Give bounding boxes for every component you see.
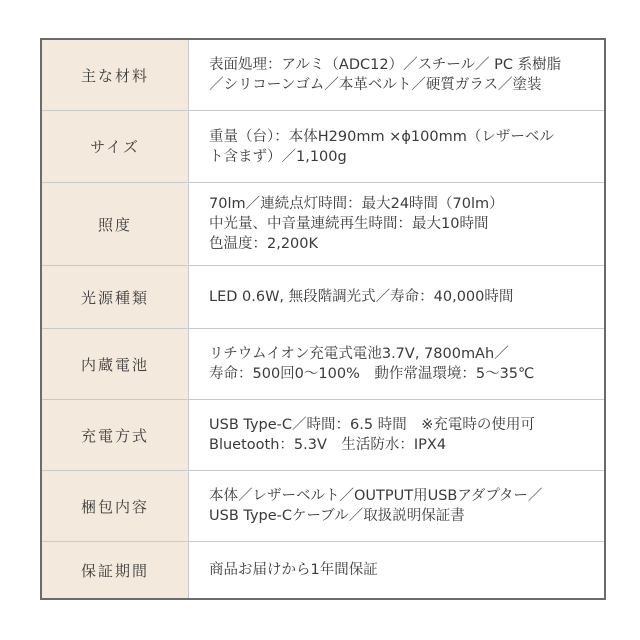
row-illuminance	[42, 183, 604, 266]
row-value	[189, 40, 604, 110]
row-value	[189, 542, 604, 598]
row-value	[189, 266, 604, 328]
row-value	[189, 471, 604, 541]
row-warranty	[42, 542, 604, 598]
row-value	[189, 111, 604, 182]
row-value	[189, 329, 604, 399]
value-line: 中光量、中音量連続再生時間：最大10時間	[209, 216, 489, 232]
row-light-source	[42, 266, 604, 329]
row-label: サイズ	[42, 111, 189, 182]
value-line: ／シリコーンゴム／本革ベルト／硬質ガラス／塗装	[209, 77, 542, 93]
value-line: LED 0.6W, 無段階調光式／寿命：40,000時間	[209, 289, 514, 305]
value-line: 表面処理：アルミ（ADC12）／スチール／ PC 系樹脂	[209, 57, 562, 73]
spec-table	[40, 38, 606, 600]
row-value	[189, 183, 604, 265]
row-label: 照度	[42, 183, 189, 265]
row-size	[42, 111, 604, 183]
value-line: リチウムイオン充電式電池3.7V, 7800mAh／	[209, 346, 509, 362]
value-line: USB Type-Cケーブル／取扱説明保証書	[209, 508, 465, 524]
value-line: 本体／レザーベルト／OUTPUT用USBアダプター／	[209, 488, 543, 504]
row-label: 保証期間	[42, 542, 189, 598]
row-materials	[42, 40, 604, 111]
value-line: ト含まず）／1,100g	[209, 148, 347, 165]
value-line: 商品お届けから1年間保証	[209, 562, 378, 578]
row-value	[189, 400, 604, 470]
value-line: 重量（台）：本体H290mm ×ϕ100mm（レザーベル	[209, 128, 554, 145]
value-line: 70lm／連続点灯時間：最大24時間（70lm）	[209, 196, 504, 212]
row-battery	[42, 329, 604, 400]
row-label: 主な材料	[42, 40, 189, 110]
row-label: 内蔵電池	[42, 329, 189, 399]
value-line: USB Type-C／時間：6.5 時間 ※充電時の使用可	[209, 417, 535, 433]
row-charging	[42, 400, 604, 471]
value-line: 寿命：500回0～100% 動作常温環境：5～35℃	[209, 366, 535, 382]
value-line: 色温度：2,200K	[209, 236, 319, 252]
row-label: 梱包内容	[42, 471, 189, 541]
row-package	[42, 471, 604, 542]
row-label: 光源種類	[42, 266, 189, 328]
value-line: Bluetooth：5.3V 生活防水：IPX4	[209, 437, 447, 453]
row-label: 充電方式	[42, 400, 189, 470]
